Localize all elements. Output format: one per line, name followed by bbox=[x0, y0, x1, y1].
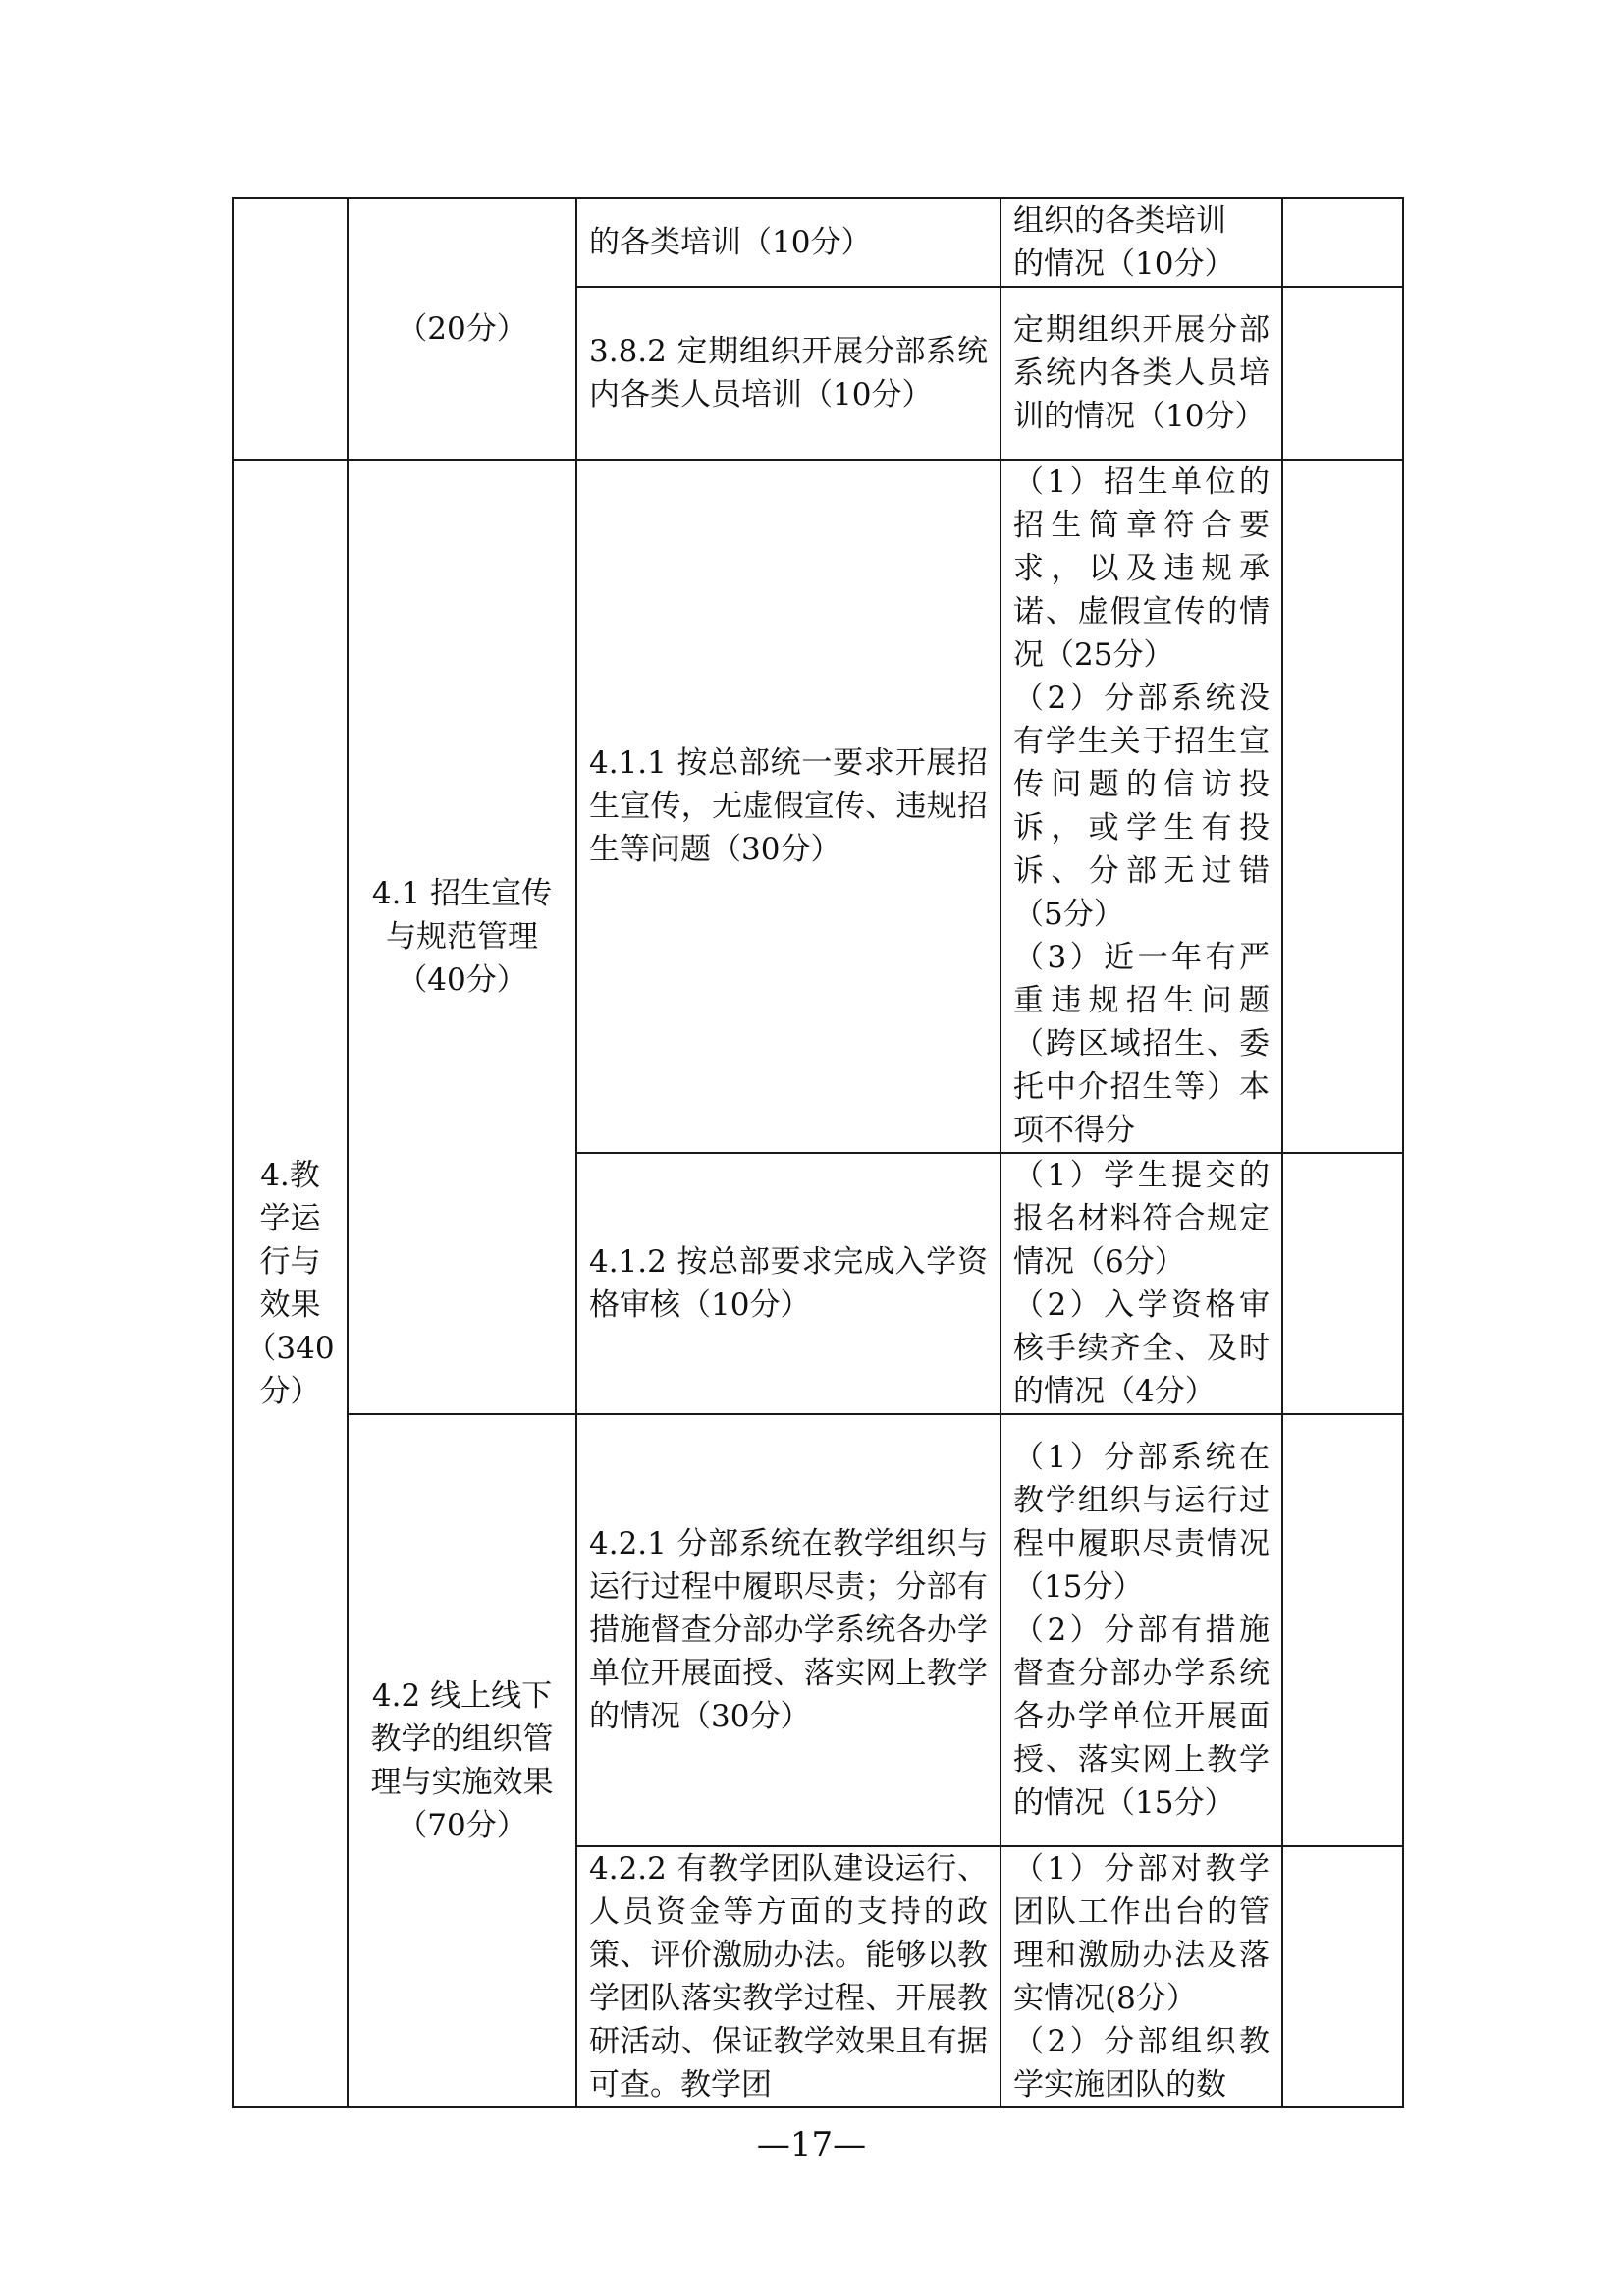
observation-point-cell: 4.2.1 分部系统在教学组织与运行过程中履职尽责；分部有措施督查分部办学系统各办学单位开展面授、落实网上教学的情况（30分） bbox=[576, 1414, 1001, 1846]
table-row bbox=[233, 1414, 1403, 1846]
table-row bbox=[233, 460, 1403, 1153]
score-cell bbox=[1282, 287, 1403, 460]
observation-point-cell: 4.1.1 按总部统一要求开展招生宣传，无虚假宣传、违规招生等问题（30分） bbox=[576, 460, 1001, 1153]
evaluation-table bbox=[232, 197, 1404, 2108]
observation-point-cell: 4.1.2 按总部要求完成入学资格审核（10分） bbox=[576, 1153, 1001, 1414]
observation-point-cell: 3.8.2 定期组织开展分部系统内各类人员培训（10分） bbox=[576, 287, 1001, 460]
scoring-criteria-cell: （1）分部对教学团队工作出台的管理和激励办法及落实情况(8分） （2）分部组织教学实施团队的数 bbox=[1001, 1846, 1282, 2107]
scoring-criteria-cell: （1）招生单位的招生简章符合要求，以及违规承诺、虚假宣传的情况（25分） （2）分部系统没有学生关于招生宣传问题的信访投诉，或学生有投诉、分部无过错（5分） （3）近一年有严重违规招生问题（跨区域招生、委托中介招生等）本项不得分 bbox=[1001, 460, 1282, 1153]
scoring-criteria-cell: （1）学生提交的报名材料符合规定情况（6分） （2）入学资格审核手续齐全、及时的情况（4分） bbox=[1001, 1153, 1282, 1414]
primary-indicator-cell bbox=[233, 198, 348, 460]
scoring-criteria-cell: 组织的各类培训 的情况（10分） bbox=[1001, 198, 1282, 287]
scoring-criteria-cell: （1）分部系统在教学组织与运行过程中履职尽责情况（15分） （2）分部有措施督查分部办学系统各办学单位开展面授、落实网上教学的情况（15分） bbox=[1001, 1414, 1282, 1846]
score-cell bbox=[1282, 1153, 1403, 1414]
scoring-criteria-cell: 定期组织开展分部系统内各类人员培训的情况（10分） bbox=[1001, 287, 1282, 460]
secondary-indicator-cell: 4.1 招生宣传与规范管理 （40分） bbox=[348, 460, 576, 1414]
page-number: —17— bbox=[756, 2125, 867, 2164]
table-row bbox=[233, 198, 1403, 287]
score-cell bbox=[1282, 1846, 1403, 2107]
score-cell bbox=[1282, 1414, 1403, 1846]
score-cell bbox=[1282, 460, 1403, 1153]
score-cell bbox=[1282, 198, 1403, 287]
observation-point-cell: 的各类培训（10分） bbox=[576, 198, 1001, 287]
primary-indicator-cell: 4.教学运行与效果（340分） bbox=[233, 460, 348, 2107]
observation-point-cell: 4.2.2 有教学团队建设运行、人员资金等方面的支持的政策、评价激励办法。能够以教学团队落实教学过程、开展教研活动、保证教学效果且有据可查。教学团 bbox=[576, 1846, 1001, 2107]
secondary-indicator-cell: （20分） bbox=[348, 198, 576, 460]
secondary-indicator-cell: 4.2 线上线下教学的组织管理与实施效果 （70分） bbox=[348, 1414, 576, 2107]
